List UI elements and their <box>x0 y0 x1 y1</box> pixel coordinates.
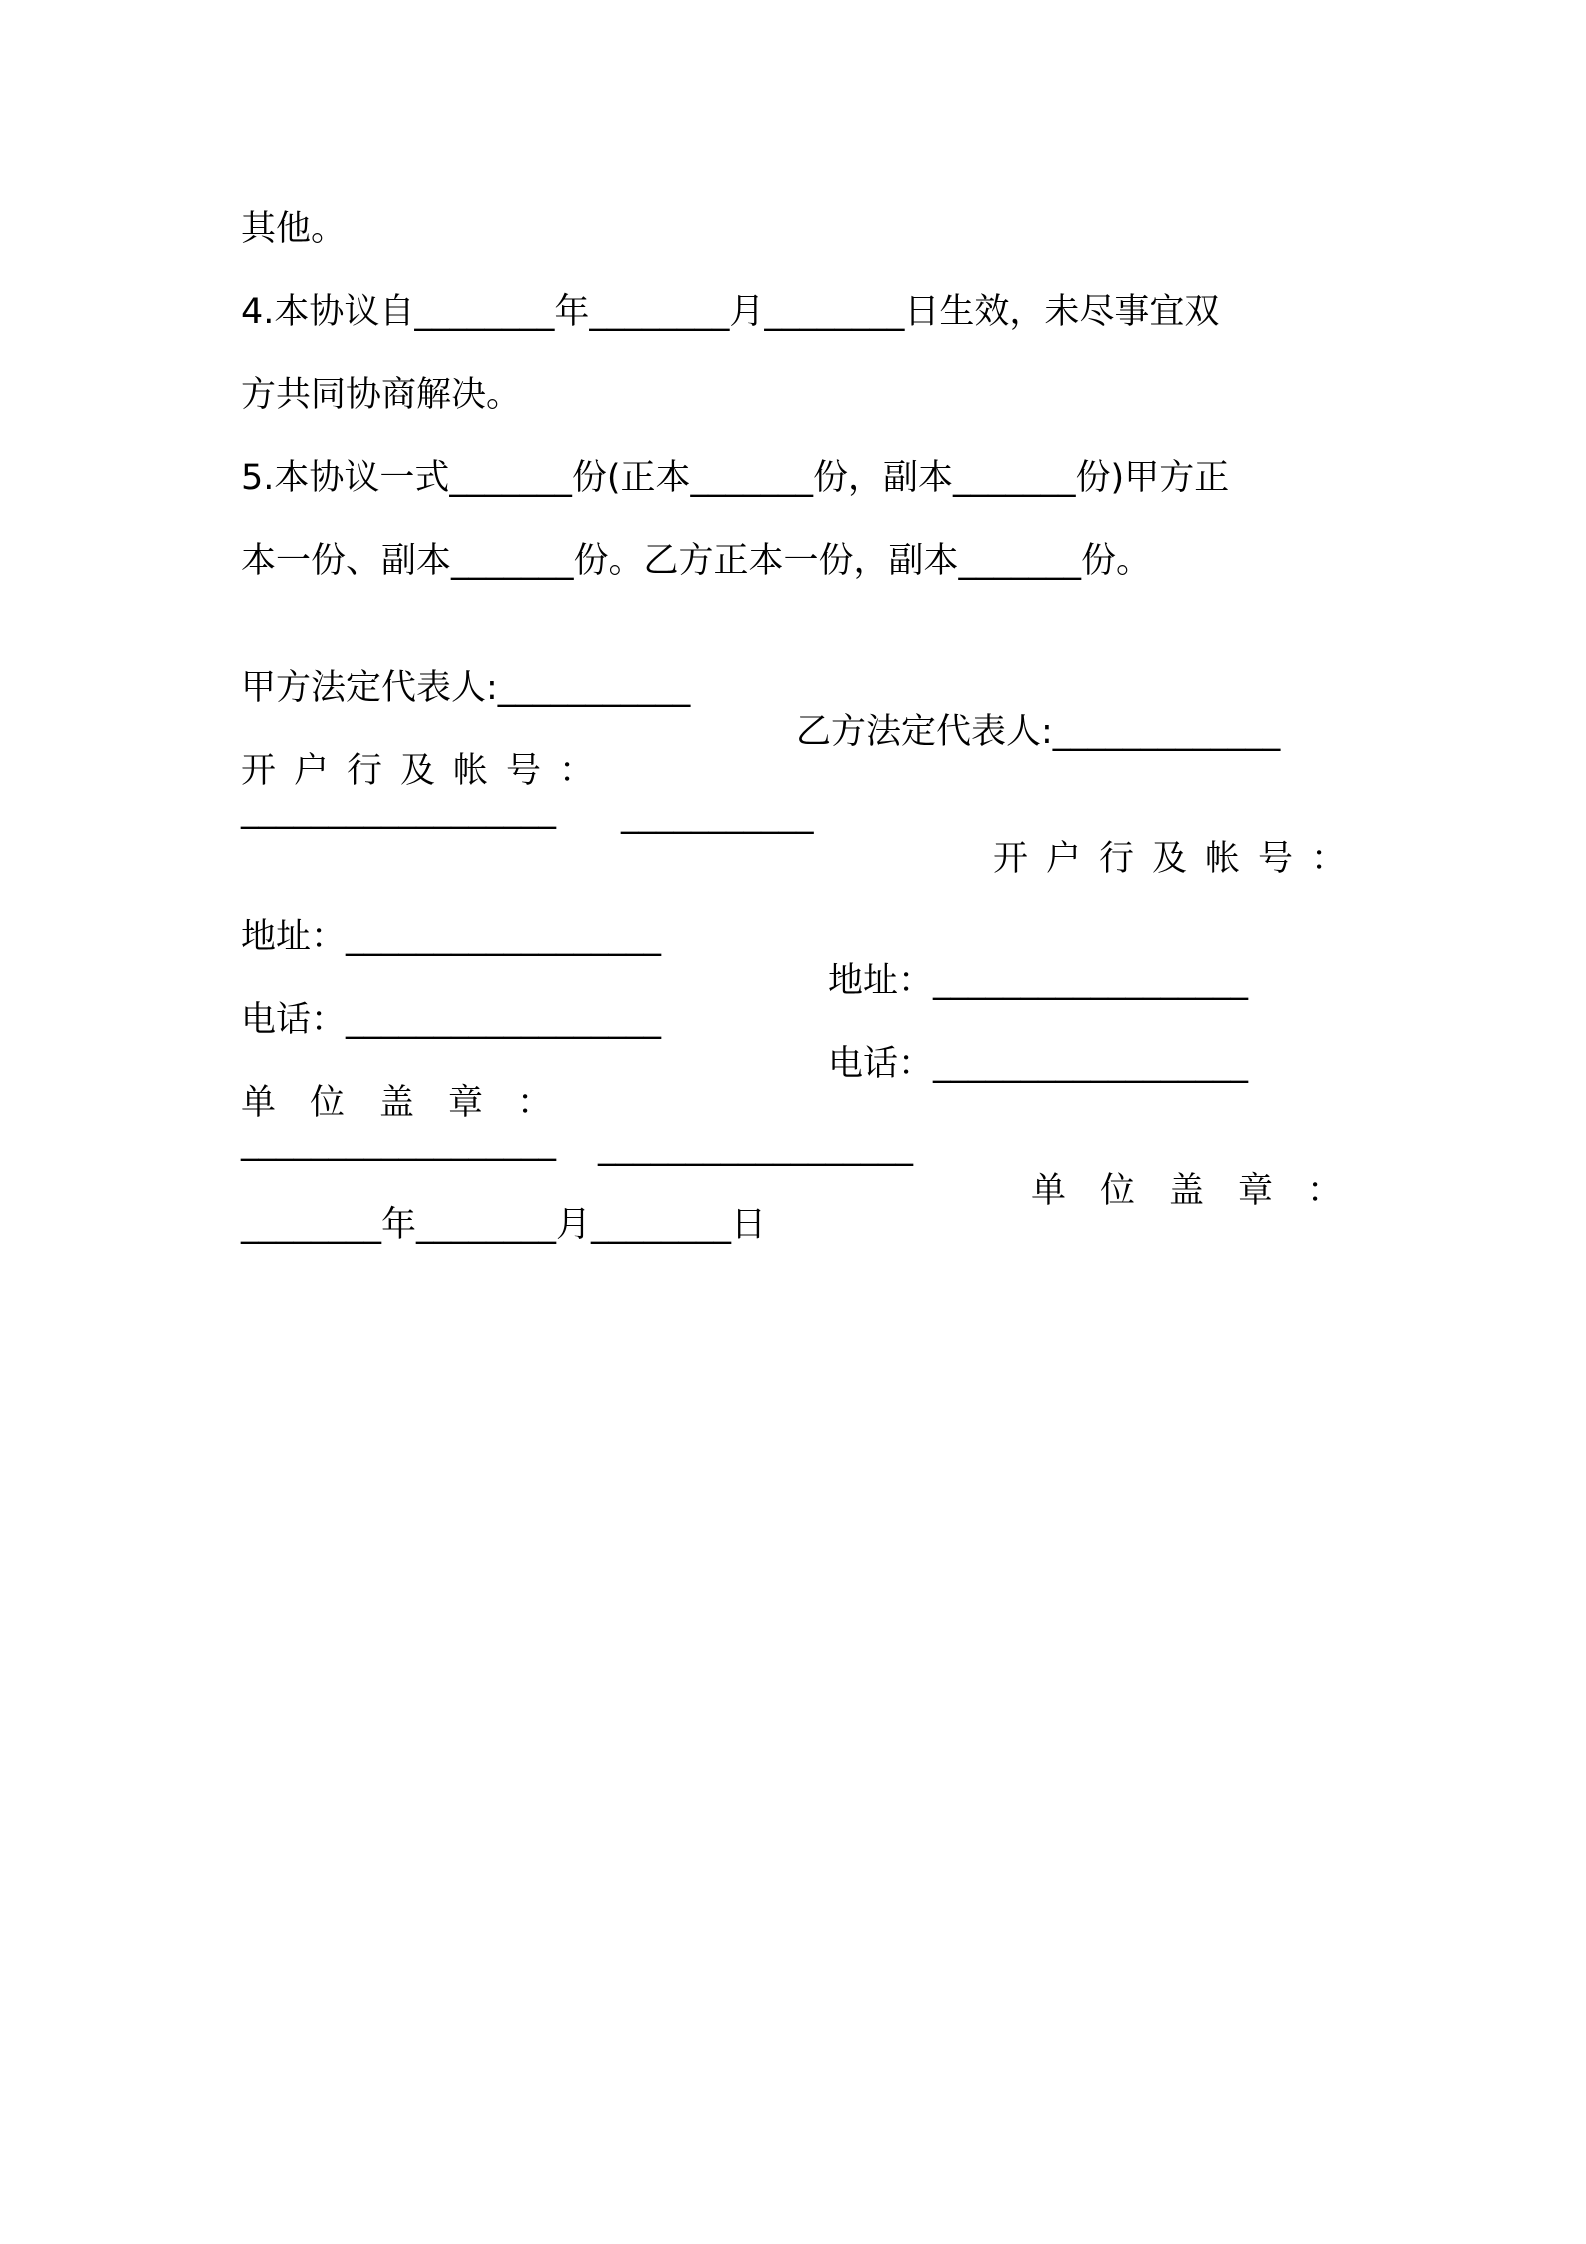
party-a-seal-blank: __________________ <box>598 1127 913 1167</box>
clause-5-line-1: 5.本协议一式_______份(正本_______份，副本_______份)甲方正 <box>241 458 1230 498</box>
clause-5-line-2: 本一份、副本_______份。乙方正本一份，副本_______份。 <box>241 541 1152 581</box>
address-row <box>241 871 1361 1001</box>
clause-4-line-2: 方共同协商解决。 <box>241 375 522 415</box>
party-b-phone-field: 电话：__________________ <box>828 1044 1249 1084</box>
party-a-bank-blank: ___________ <box>621 795 814 835</box>
paragraph-line-other: 其他。 <box>241 209 347 249</box>
party-b-bank-blank: __________________ <box>241 790 556 830</box>
party-a-phone-field: 电话：__________________ <box>241 1000 662 1040</box>
party-a-seal-label: 单位盖章： <box>241 1083 587 1123</box>
party-b-address-field: 地址：__________________ <box>828 961 1249 1001</box>
clause-4-line-1: 4.本协议自________年________月________日生效，未尽事宜双 <box>241 292 1220 332</box>
bank-account-row <box>241 705 1365 879</box>
seal-row <box>241 1037 1377 1211</box>
representatives-row <box>241 622 1361 752</box>
party-b-representative-field: 乙方法定代表人:_____________ <box>796 712 1281 752</box>
signing-date-line: ________年________月________日 <box>241 1205 767 1245</box>
party-b-bank-label: 开户行及帐号： <box>993 839 1365 879</box>
party-a-bank-label: 开户行及帐号： <box>241 751 613 791</box>
party-a-representative-field: 甲方法定代表人:___________ <box>241 668 691 708</box>
party-a-address-field: 地址：__________________ <box>241 917 662 957</box>
party-b-seal-label: 单位盖章： <box>1031 1171 1377 1211</box>
phone-row <box>241 954 1361 1084</box>
party-b-seal-blank: __________________ <box>241 1122 556 1162</box>
